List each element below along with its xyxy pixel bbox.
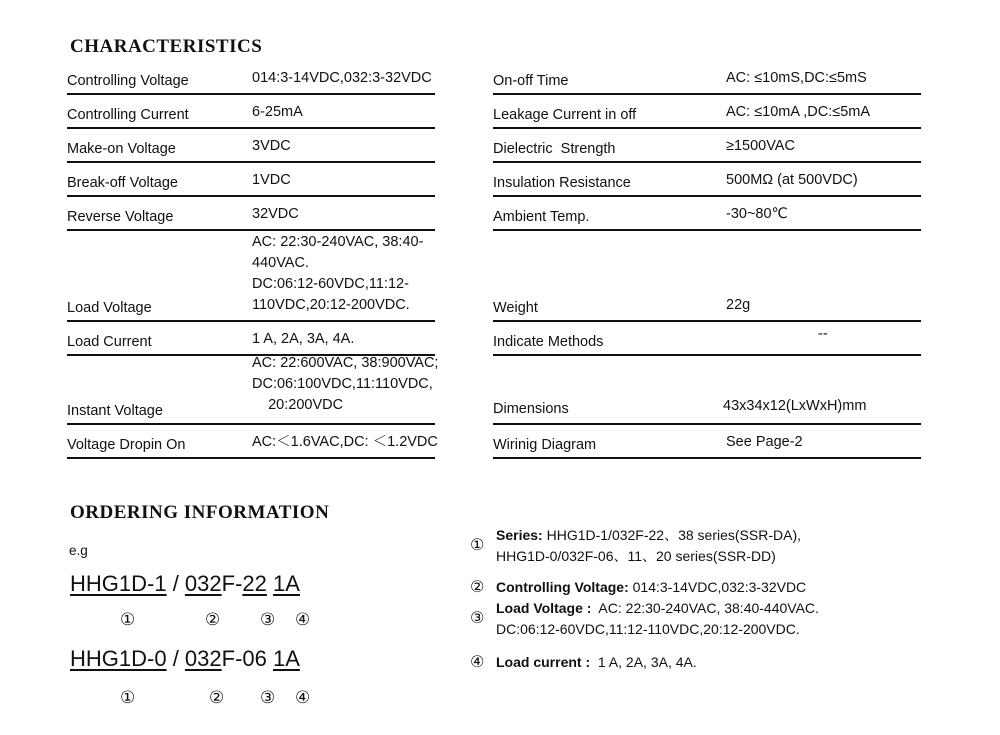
marker-4: ④ bbox=[295, 688, 311, 708]
spec-row bbox=[67, 355, 439, 425]
info-desc: HHG1D-1/032F-22、38 series(SSR-DA), bbox=[542, 527, 801, 543]
example-label: e.g bbox=[69, 543, 88, 558]
spec-row bbox=[67, 197, 435, 231]
spec-value: 32VDC bbox=[252, 206, 299, 222]
spec-value: AC: ≤10mA ,DC:≤5mA bbox=[726, 104, 871, 120]
spec-value: ≥1500VAC bbox=[726, 138, 795, 154]
code-separator: / bbox=[166, 571, 185, 596]
info-text bbox=[496, 525, 801, 567]
code-infix: F- bbox=[221, 571, 243, 596]
spec-row bbox=[67, 129, 435, 163]
spec-value: See Page-2 bbox=[726, 434, 803, 450]
code-load-voltage: 22 bbox=[242, 571, 267, 596]
spec-value-line: DC:06:12-60VDC,11:12- bbox=[252, 276, 409, 292]
spec-value: 43x34x12(LxWxH)mm bbox=[723, 398, 867, 414]
spec-label: Controlling Voltage bbox=[67, 73, 189, 89]
spec-row bbox=[493, 197, 921, 231]
spec-row bbox=[67, 95, 435, 129]
info-marker: ② bbox=[470, 577, 485, 596]
code-series: HHG1D-0 bbox=[70, 646, 167, 671]
code-series: HHG1D-1 bbox=[70, 571, 167, 596]
spec-label: Load Voltage bbox=[67, 300, 152, 316]
code-infix: F- bbox=[221, 646, 243, 671]
spec-row bbox=[493, 95, 921, 129]
spec-row bbox=[493, 66, 921, 95]
code-load-current: 1A bbox=[273, 571, 300, 596]
spec-row bbox=[493, 231, 921, 322]
spec-value-line: 440VAC. bbox=[252, 255, 309, 271]
marker-2: ② bbox=[209, 688, 225, 708]
spec-row bbox=[67, 322, 435, 356]
spec-label: Ambient Temp. bbox=[493, 209, 590, 225]
spec-value: 22g bbox=[726, 297, 751, 313]
spec-value: 6-25mA bbox=[252, 104, 303, 120]
marker-1: ① bbox=[120, 610, 136, 630]
info-desc: AC: 22:30-240VAC, 38:40-440VAC. bbox=[591, 600, 819, 616]
characteristics-heading: CHARACTERISTICS bbox=[70, 36, 263, 57]
order-code-example bbox=[70, 646, 300, 672]
marker-3: ③ bbox=[260, 688, 276, 708]
spec-value: 1 A, 2A, 3A, 4A. bbox=[252, 331, 355, 347]
spec-label: On-off Time bbox=[493, 73, 569, 89]
info-marker: ④ bbox=[470, 652, 485, 671]
code-controlling-voltage: 032 bbox=[184, 646, 222, 671]
spec-value-line: DC:06:100VDC,11:110VDC, bbox=[252, 376, 433, 392]
spec-label: Leakage Current in off bbox=[493, 107, 637, 123]
spec-value: 1VDC bbox=[252, 172, 291, 188]
spec-value: 500MΩ (at 500VDC) bbox=[726, 172, 858, 188]
info-term: Load current : bbox=[496, 654, 591, 670]
spec-label: Weight bbox=[493, 300, 538, 316]
info-marker: ③ bbox=[470, 608, 485, 627]
info-text bbox=[496, 577, 806, 598]
code-separator: / bbox=[166, 646, 185, 671]
spec-value: AC:＜1.6VAC,DC: ＜1.2VDC bbox=[252, 434, 438, 450]
spec-label: Indicate Methods bbox=[493, 334, 604, 350]
spec-label: Load Current bbox=[67, 334, 152, 350]
order-code-example bbox=[70, 571, 300, 597]
spec-value-line: AC: 22:600VAC, 38:900VAC; bbox=[252, 355, 439, 371]
spec-value-line: AC: 22:30-240VAC, 38:40- bbox=[252, 234, 424, 250]
spec-label: Break-off Voltage bbox=[67, 175, 178, 191]
info-desc: 1 A, 2A, 3A, 4A. bbox=[590, 654, 697, 670]
info-term: Controlling Voltage: bbox=[496, 579, 629, 595]
spec-label: Dimensions bbox=[493, 401, 569, 417]
info-term: Load Voltage : bbox=[496, 600, 592, 616]
spec-row bbox=[493, 129, 921, 163]
spec-row bbox=[493, 322, 921, 356]
spec-row bbox=[67, 425, 438, 459]
marker-3: ③ bbox=[260, 610, 276, 630]
spec-row bbox=[67, 66, 435, 95]
code-load-current: 1A bbox=[273, 646, 300, 671]
spec-label: Insulation Resistance bbox=[493, 175, 631, 191]
info-desc: 014:3-14VDC,032:3-32VDC bbox=[628, 579, 807, 595]
spec-value: AC: ≤10mS,DC:≤5mS bbox=[726, 70, 867, 86]
spec-row bbox=[67, 163, 435, 197]
spec-value: 014:3-14VDC,032:3-32VDC bbox=[252, 70, 432, 86]
info-desc: DC:06:12-60VDC,11:12-110VDC,20:12-200VDC. bbox=[496, 621, 800, 637]
marker-2: ② bbox=[205, 610, 221, 630]
info-term: Series: bbox=[496, 527, 543, 543]
spec-row bbox=[67, 231, 435, 322]
spec-label: Voltage Dropin On bbox=[67, 437, 186, 453]
spec-row bbox=[493, 356, 921, 425]
info-desc: HHG1D-0/032F-06、11、20 series(SSR-DD) bbox=[496, 548, 776, 564]
info-text bbox=[496, 652, 697, 673]
spec-label: Reverse Voltage bbox=[67, 209, 174, 225]
info-marker: ① bbox=[470, 535, 485, 554]
marker-1: ① bbox=[120, 688, 136, 708]
code-controlling-voltage: 032 bbox=[184, 571, 222, 596]
spec-value bbox=[252, 232, 423, 316]
spec-value: -- bbox=[818, 326, 828, 342]
code-load-voltage: 06 bbox=[242, 646, 267, 671]
marker-4: ④ bbox=[295, 610, 311, 630]
spec-value: 3VDC bbox=[252, 138, 291, 154]
spec-row bbox=[493, 425, 921, 459]
spec-label: Controlling Current bbox=[67, 107, 189, 123]
spec-label: Make-on Voltage bbox=[67, 141, 176, 157]
spec-row bbox=[493, 163, 921, 197]
ordering-heading: ORDERING INFORMATION bbox=[70, 502, 330, 523]
spec-value-line: 110VDC,20:12-200VDC. bbox=[252, 297, 410, 313]
info-text bbox=[496, 598, 819, 640]
spec-label: Instant Voltage bbox=[67, 403, 163, 419]
spec-label: Dielectric Strength bbox=[493, 141, 616, 157]
spec-value-line: 20:200VDC bbox=[252, 397, 344, 413]
spec-value bbox=[252, 353, 438, 416]
spec-value: -30~80℃ bbox=[726, 206, 788, 222]
spec-label: Wirinig Diagram bbox=[493, 437, 597, 453]
